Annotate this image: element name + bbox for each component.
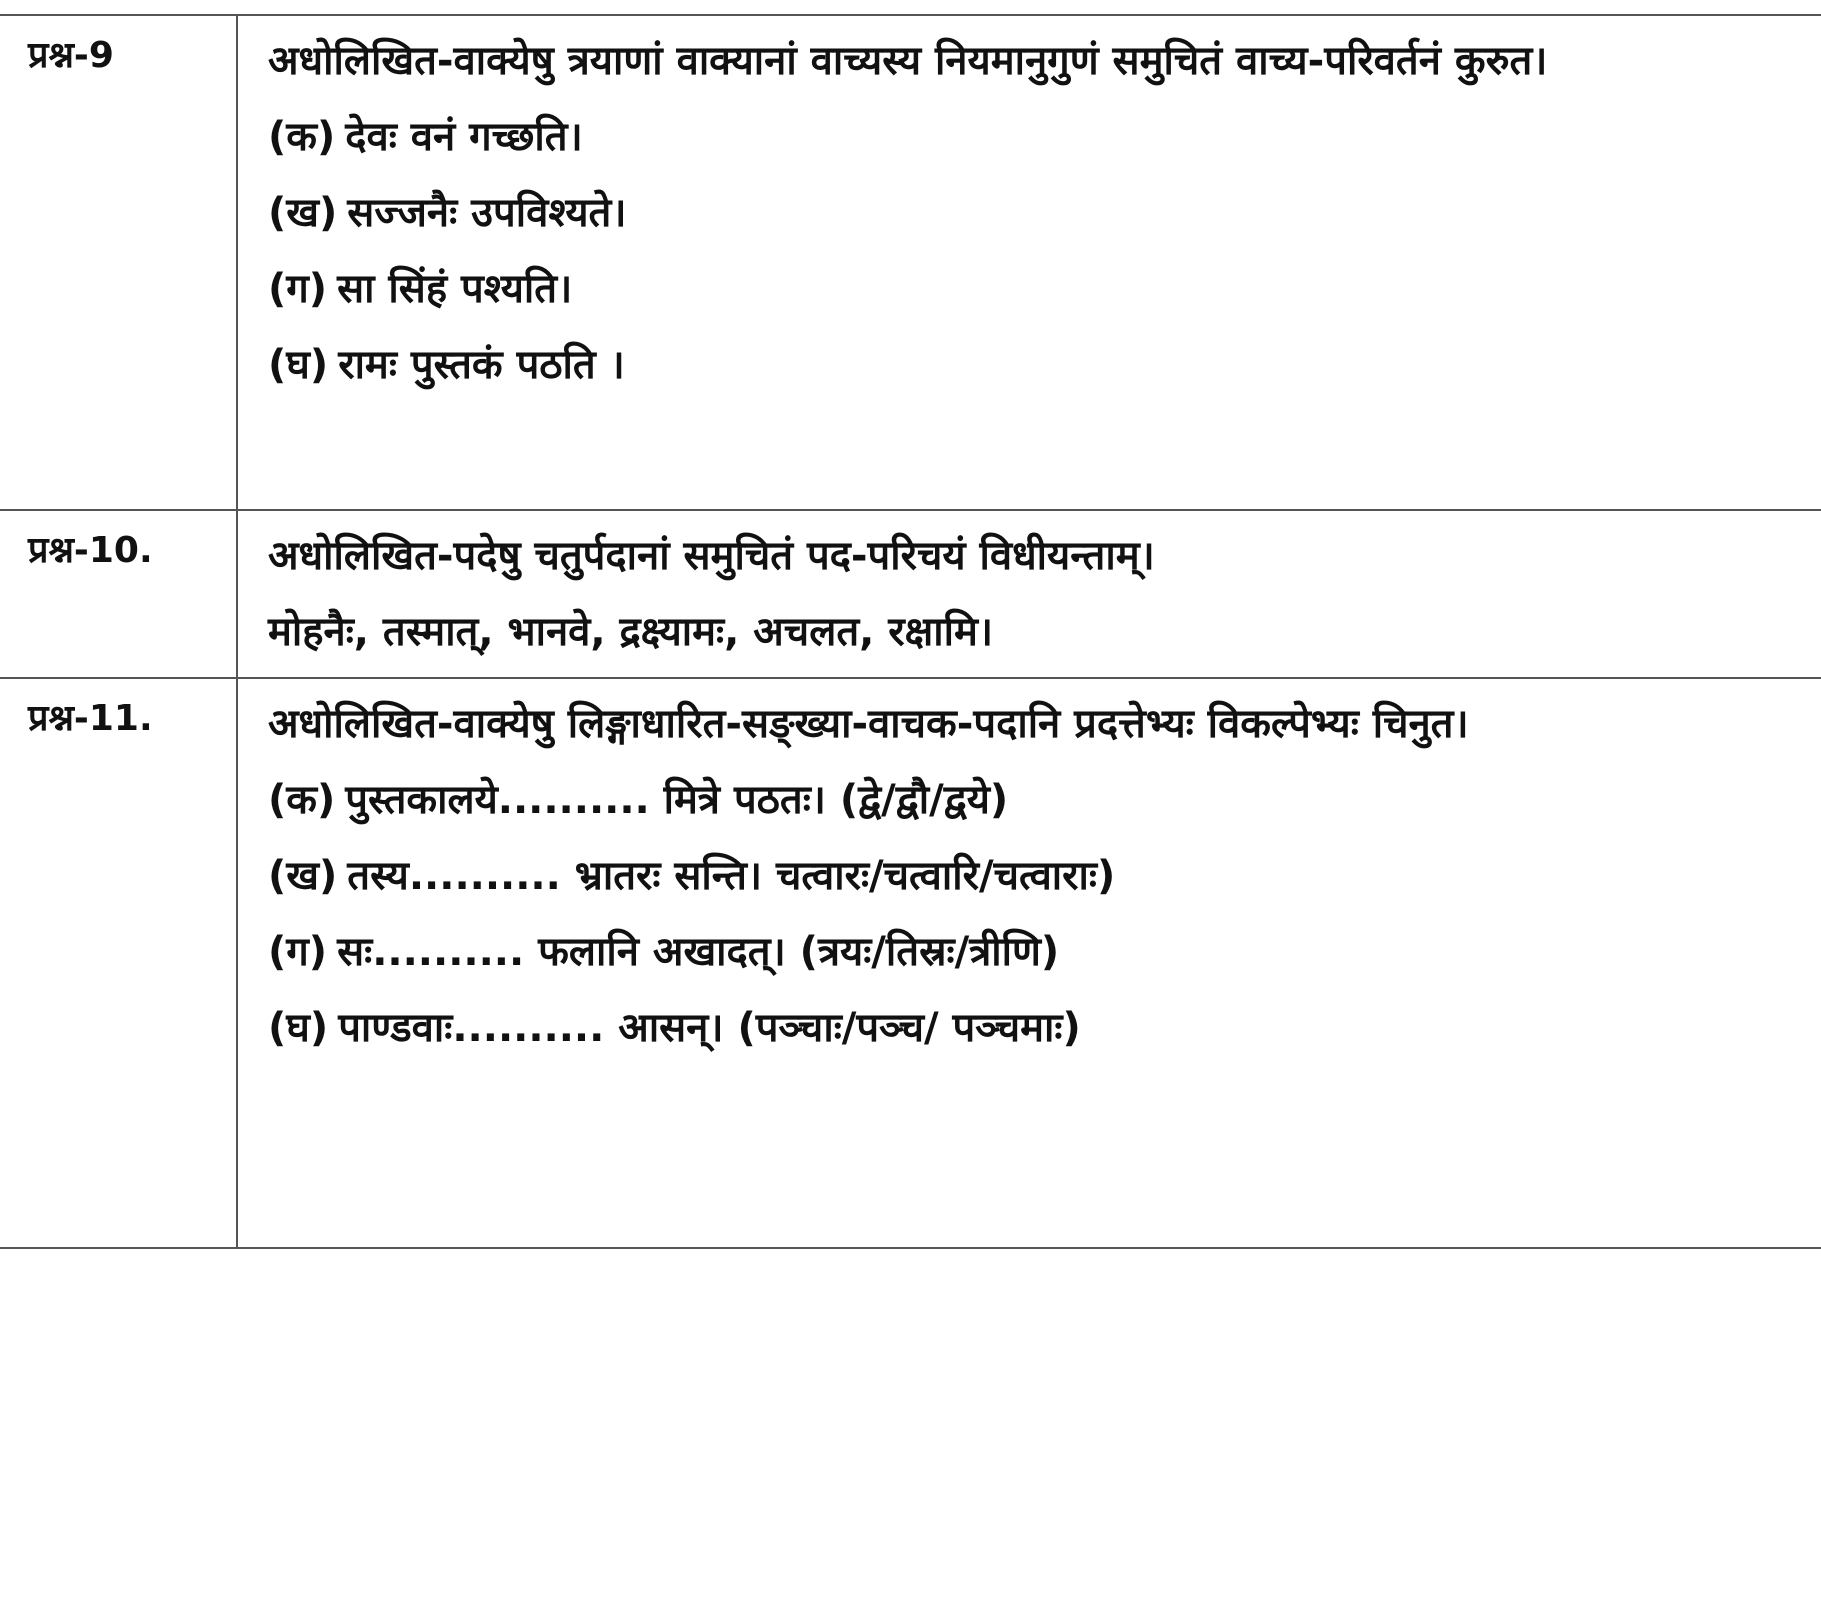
question-body [238, 679, 1821, 1119]
question-number: प्रश्न-10. [28, 530, 153, 571]
item-text: सः.......... फलानि अखादत्। (त्रयः/तिस्रः/त्रीणि) [337, 929, 1060, 975]
item-label: (क) [268, 777, 336, 823]
item-text: पाण्डवाः.......... आसन्। (पञ्चाः/पञ्च/ पञ्चमाः) [338, 1005, 1081, 1051]
question-number: प्रश्न-11. [28, 698, 153, 739]
question-number-cell [0, 15, 237, 510]
question-item [268, 334, 1803, 396]
question-body-cell [237, 678, 1821, 1248]
question-body [238, 16, 1821, 414]
item-label: (घ) [268, 342, 329, 388]
item-label: (घ) [268, 1005, 329, 1051]
questions-table [0, 14, 1821, 1249]
item-label: (ख) [268, 853, 338, 899]
question-number-cell [0, 510, 237, 678]
question-item [268, 258, 1803, 320]
question-row-9 [0, 15, 1821, 510]
item-text: देवः वनं गच्छति। [345, 114, 583, 160]
item-label: (ख) [268, 190, 338, 236]
question-body-cell [237, 15, 1821, 510]
question-item [268, 601, 1803, 663]
item-text: मोहनैः, तस्मात्, भानवे, द्रक्ष्यामः, अचलत, रक्षामि। [268, 609, 994, 655]
question-item [268, 769, 1803, 831]
question-item [268, 106, 1803, 168]
question-item [268, 845, 1803, 907]
question-number: प्रश्न-9 [28, 35, 114, 76]
item-text: सज्जनैः उपविश्यते। [347, 190, 627, 236]
question-body-cell [237, 510, 1821, 678]
item-text: रामः पुस्तकं पठति । [338, 342, 625, 388]
question-number-cell [0, 678, 237, 1248]
question-item [268, 997, 1803, 1059]
question-item [268, 182, 1803, 244]
question-row-10 [0, 510, 1821, 678]
item-label: (ग) [268, 266, 328, 312]
item-label: (क) [268, 114, 336, 160]
question-row-11 [0, 678, 1821, 1248]
item-text: सा सिंहं पश्यति। [337, 266, 573, 312]
question-instruction: अधोलिखित-वाक्येषु लिङ्गाधारित-सङ्ख्या-वाचक-पदानि प्रदत्तेभ्यः विकल्पेभ्यः चिनुत। [268, 701, 1469, 747]
question-body [238, 511, 1821, 677]
question-instruction: अधोलिखित-पदेषु चतुर्पदानां समुचितं पद-परिचयं विधीयन्ताम्। [268, 533, 1155, 579]
question-instruction: अधोलिखित-वाक्येषु त्रयाणां वाक्यानां वाच्यस्य नियमानुगुणं समुचितं वाच्य-परिवर्तनं कुरुत। [268, 38, 1548, 84]
question-item [268, 921, 1803, 983]
item-text: तस्य.......... भ्रातरः सन्ति। चत्वारः/चत्वारि/चत्वाराः) [347, 853, 1116, 899]
item-text: पुस्तकालये.......... मित्रे पठतः। (द्वे/द्वौ/द्वये) [345, 777, 1009, 823]
item-label: (ग) [268, 929, 328, 975]
